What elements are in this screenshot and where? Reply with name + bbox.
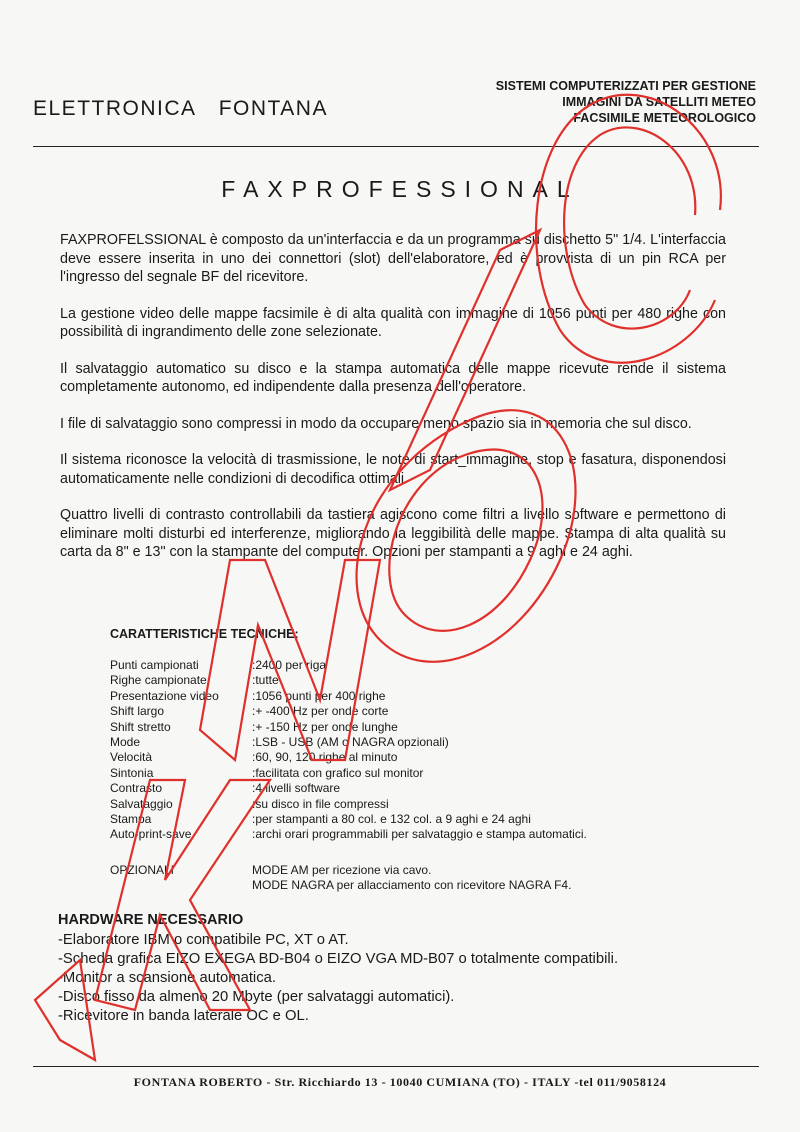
hardware-list	[58, 931, 618, 1026]
hardware-item: -Elaboratore IBM o compatibile PC, XT o AT.	[58, 932, 349, 948]
spec-value: :per stampanti a 80 col. e 132 col. a 9 aghi e 24 aghi	[252, 812, 531, 827]
page-title: FAXPROFESSIONAL	[221, 176, 579, 202]
spec-label: Mode	[110, 735, 141, 750]
header-rule	[33, 146, 759, 147]
paragraph: FAXPROFELSSIONAL è composto da un'interfaccia e da un programma su dischetto 5" 1/4. L'interfaccia deve essere inserita in uno dei connettori (slot) dell'elaboratore, ed è provvista di un pin RCA per l'ingresso del segnale BF del ricevitore.	[60, 232, 726, 285]
spec-row	[110, 750, 587, 765]
paragraph: La gestione video delle mappe facsimile è di alta qualità con immagine di 1056 punti per 480 righe con possibilità di ingrandimento delle zone selezionate.	[60, 305, 726, 340]
spec-value: :4 livelli software	[252, 781, 341, 796]
options-block	[110, 863, 571, 894]
spec-value: :2400 per riga	[252, 658, 327, 672]
spec-value: :+ -400 Hz per onde corte	[252, 704, 389, 719]
paragraph: Il sistema riconosce la velocità di trasmissione, le note di start_immagine, stop e fasatura, disponendosi automaticamente nelle condizioni di decodifica ottimali.	[60, 452, 726, 487]
hardware-item: -Scheda grafica EIZO EXEGA BD-B04 o EIZO VGA MD-B07 o totalmente compatibili.	[58, 951, 619, 967]
spec-row	[110, 781, 587, 796]
options-label: OPZIONALI	[110, 863, 175, 877]
spec-value: :facilitata con grafico sul monitor	[252, 765, 424, 780]
footer-rule	[33, 1066, 759, 1067]
paragraph: Quattro livelli di contrasto controllabili da tastiera agiscono come filtri a livello software e permettono di eliminare molti disturbi ed interferenze, migliorando la leggibilità delle mappe. Stampa di alta qualità su carta da 8" e 13" con la stampante del computer. Opzioni per stampanti a 9 aghi e 24 aghi.	[60, 507, 726, 560]
spec-value: :su disco in file compressi	[252, 796, 389, 811]
spec-row	[110, 812, 587, 827]
spec-label: Presentazione video	[110, 688, 219, 703]
spec-row	[110, 827, 587, 842]
option-line: MODE NAGRA per allacciamento con ricevitore NAGRA F4.	[252, 878, 572, 893]
spec-label: Shift largo	[110, 704, 165, 719]
spec-label: Contrasto	[110, 781, 163, 796]
spec-label: Punti campionati	[110, 658, 199, 672]
hardware-title: HARDWARE NECESSARIO	[58, 912, 244, 928]
spec-row	[110, 689, 587, 704]
spec-row	[110, 797, 587, 812]
body-text	[60, 231, 726, 580]
tagline-line: FACSIMILE METEOROLOGICO	[573, 111, 756, 125]
hardware-item: -Disco fisso da almeno 20 Mbyte (per salvataggi automatici).	[58, 989, 455, 1005]
spec-value: :60, 90, 120 righe al minuto	[252, 750, 398, 765]
spec-value: :LSB - USB (AM o NAGRA opzionali)	[252, 735, 449, 750]
spec-row	[110, 766, 587, 781]
spec-row	[110, 720, 587, 735]
tagline	[496, 78, 756, 126]
footer-address: FONTANA ROBERTO - Str. Ricchiardo 13 - 10040 CUMIANA (TO) - ITALY -tel 011/9058124	[133, 1075, 667, 1089]
spec-label: Stampa	[110, 812, 152, 827]
spec-row	[110, 658, 587, 673]
paragraph: I file di salvataggio sono compressi in modo da occupare meno spazio sia in memoria che sul disco.	[60, 415, 692, 432]
option-line: MODE AM per ricezione via cavo.	[252, 863, 432, 877]
spec-label: Auto-print-save	[110, 827, 192, 842]
spec-label: Salvataggio	[110, 796, 173, 811]
spec-row	[110, 673, 587, 688]
spec-value: :archi orari programmabili per salvataggio e stampa automatici.	[252, 827, 587, 842]
spec-value: :tutte	[252, 673, 279, 688]
hardware-item: -Ricevitore in banda laterale OC e OL.	[58, 1008, 309, 1024]
spec-row	[110, 704, 587, 719]
spec-value: :+ -150 Hz per onde lunghe	[252, 719, 398, 734]
spec-value: :1056 punti per 400 righe	[252, 688, 386, 703]
spec-label: Velocità	[110, 750, 153, 765]
hardware-item: -Monitor a scansione automatica.	[58, 970, 276, 986]
paragraph: Il salvataggio automatico su disco e la stampa automatica delle mappe ricevute rende il sistema completamente autonomo, ed indipendente dalla presenza dell'operatore.	[60, 360, 726, 395]
spec-label: Righe campionate	[110, 673, 207, 688]
spec-row	[110, 735, 587, 750]
specs-title: CARATTERISTICHE TECNICHE:	[110, 627, 299, 641]
company-name: ELETTRONICA FONTANA	[33, 97, 328, 120]
spec-label: Sintonia	[110, 765, 154, 780]
specs-table	[110, 658, 587, 843]
spec-label: Shift stretto	[110, 719, 171, 734]
tagline-line: SISTEMI COMPUTERIZZATI PER GESTIONE	[495, 79, 756, 93]
tagline-line: IMMAGINI DA SATELLITI METEO	[562, 95, 756, 109]
